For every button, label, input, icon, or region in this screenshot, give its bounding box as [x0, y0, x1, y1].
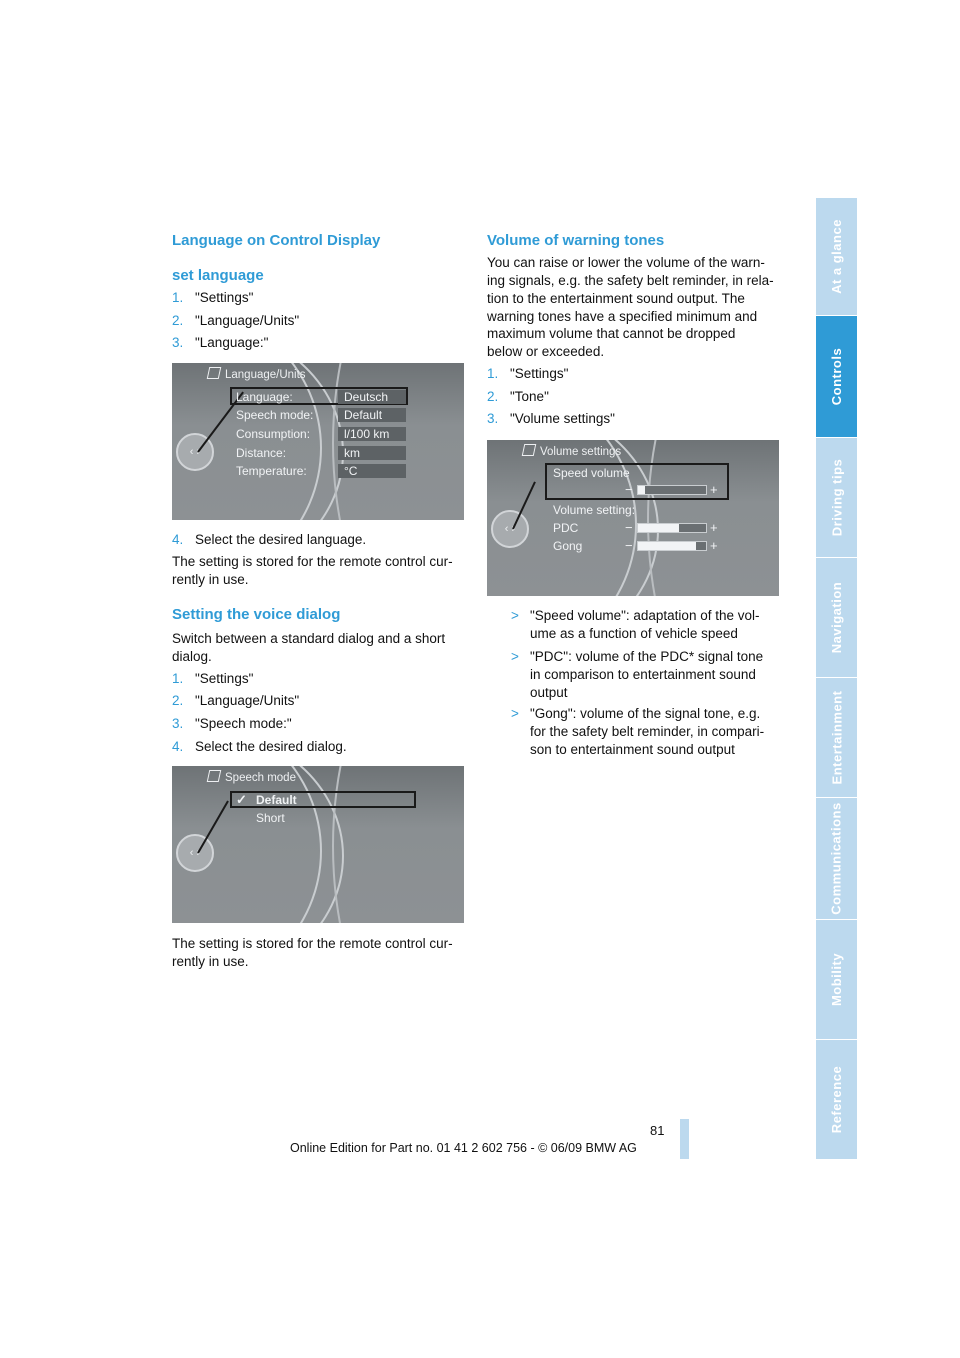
- pdc-label: PDC: [553, 521, 579, 535]
- setting-value: km: [338, 446, 406, 460]
- volume-setting-label: Volume setting:: [553, 503, 636, 517]
- page-number: 81: [650, 1123, 665, 1138]
- heading-set-language: set language: [172, 267, 264, 284]
- minus-icon: −: [625, 538, 633, 553]
- controller-icon: [176, 834, 214, 872]
- list-item: 2. "Language/Units": [172, 313, 300, 328]
- list-item: 2. "Language/Units": [172, 693, 300, 708]
- heading-voice-dialog: Setting the voice dialog: [172, 606, 341, 623]
- plus-icon: +: [710, 520, 718, 535]
- tab-communications[interactable]: Communications: [816, 798, 857, 919]
- tab-at-a-glance[interactable]: At a glance: [816, 198, 857, 315]
- edition-line: Online Edition for Part no. 01 41 2 602 756 - © 06/09 BMW AG: [290, 1141, 637, 1155]
- note-text: rently in use.: [172, 572, 249, 587]
- page-marker: [680, 1119, 689, 1159]
- tab-driving-tips[interactable]: Driving tips: [816, 438, 857, 557]
- screen-title: Language/Units: [208, 367, 306, 381]
- list-item: 1. "Settings": [487, 366, 569, 381]
- pdc-slider: [637, 523, 707, 533]
- bullet-item: > "PDC": volume of the PDC* signal tone in comparison to entertainment sound output: [511, 649, 764, 700]
- setting-label: Consumption:: [236, 427, 311, 441]
- bullet-item: > "Speed volume": adaptation of the vol- ume as a function of vehicle speed: [511, 608, 760, 641]
- setting-label: Distance:: [236, 446, 287, 460]
- paragraph: dialog.: [172, 649, 212, 664]
- setting-value: l/100 km: [338, 427, 406, 441]
- screen-title: Speech mode: [208, 770, 296, 784]
- tab-reference[interactable]: Reference: [816, 1040, 857, 1159]
- plus-icon: +: [710, 482, 718, 497]
- speed-volume-label: Speed volume: [553, 466, 630, 480]
- setting-value: Default: [338, 408, 406, 422]
- volume-settings-screenshot: [487, 440, 779, 596]
- list-item: 1. "Settings": [172, 671, 254, 686]
- plus-icon: +: [710, 538, 718, 553]
- paragraph: Switch between a standard dialog and a short: [172, 631, 446, 646]
- paragraph: ing signals, e.g. the safety belt reminder, in rela-: [487, 273, 774, 288]
- paragraph: You can raise or lower the volume of the warn-: [487, 255, 765, 270]
- speech-mode-screenshot: [172, 766, 464, 923]
- tab-mobility[interactable]: Mobility: [816, 920, 857, 1039]
- speed-volume-slider: [637, 485, 707, 495]
- list-item: 2. "Tone": [487, 389, 549, 404]
- option-short: Short: [256, 811, 285, 825]
- language-units-screenshot: [172, 363, 464, 520]
- setting-label: Speech mode:: [236, 408, 314, 422]
- tab-entertainment[interactable]: Entertainment: [816, 678, 857, 797]
- paragraph: maximum volume that cannot be dropped: [487, 326, 736, 341]
- note-text: The setting is stored for the remote control cur-: [172, 554, 453, 569]
- gong-label: Gong: [553, 539, 583, 553]
- check-icon: ✓: [236, 792, 247, 807]
- setting-value: °C: [338, 464, 406, 478]
- heading-language-on-control-display: Language on Control Display: [172, 232, 381, 249]
- list-item: 4. Select the desired language.: [172, 532, 367, 547]
- bullet-item: > "Gong": volume of the signal tone, e.g. for the safety belt reminder, in compari- son to entertainment sound output: [511, 706, 765, 757]
- option-default: Default: [256, 793, 297, 807]
- note-text: The setting is stored for the remote control cur-: [172, 936, 453, 951]
- paragraph: tion to the entertainment sound output. The: [487, 291, 745, 306]
- setting-label: Temperature:: [236, 464, 307, 478]
- setting-value: Deutsch: [338, 390, 406, 404]
- paragraph: below or exceeded.: [487, 344, 605, 359]
- controller-icon: [491, 510, 529, 548]
- heading-volume-warning-tones: Volume of warning tones: [487, 232, 665, 249]
- list-item: 1. "Settings": [172, 290, 254, 305]
- list-item: 4. Select the desired dialog.: [172, 739, 347, 754]
- screen-title: Volume settings: [523, 444, 621, 458]
- setting-label: Language:: [236, 390, 293, 404]
- paragraph: warning tones have a specified minimum and: [487, 309, 758, 324]
- tab-navigation[interactable]: Navigation: [816, 558, 857, 677]
- gong-slider: [637, 541, 707, 551]
- note-text: rently in use.: [172, 954, 249, 969]
- tab-controls[interactable]: Controls: [816, 316, 857, 437]
- minus-icon: −: [625, 520, 633, 535]
- list-item: 3. "Language:": [172, 335, 269, 350]
- list-item: 3. "Volume settings": [487, 411, 615, 426]
- minus-icon: −: [625, 482, 633, 497]
- list-item: 3. "Speech mode:": [172, 716, 292, 731]
